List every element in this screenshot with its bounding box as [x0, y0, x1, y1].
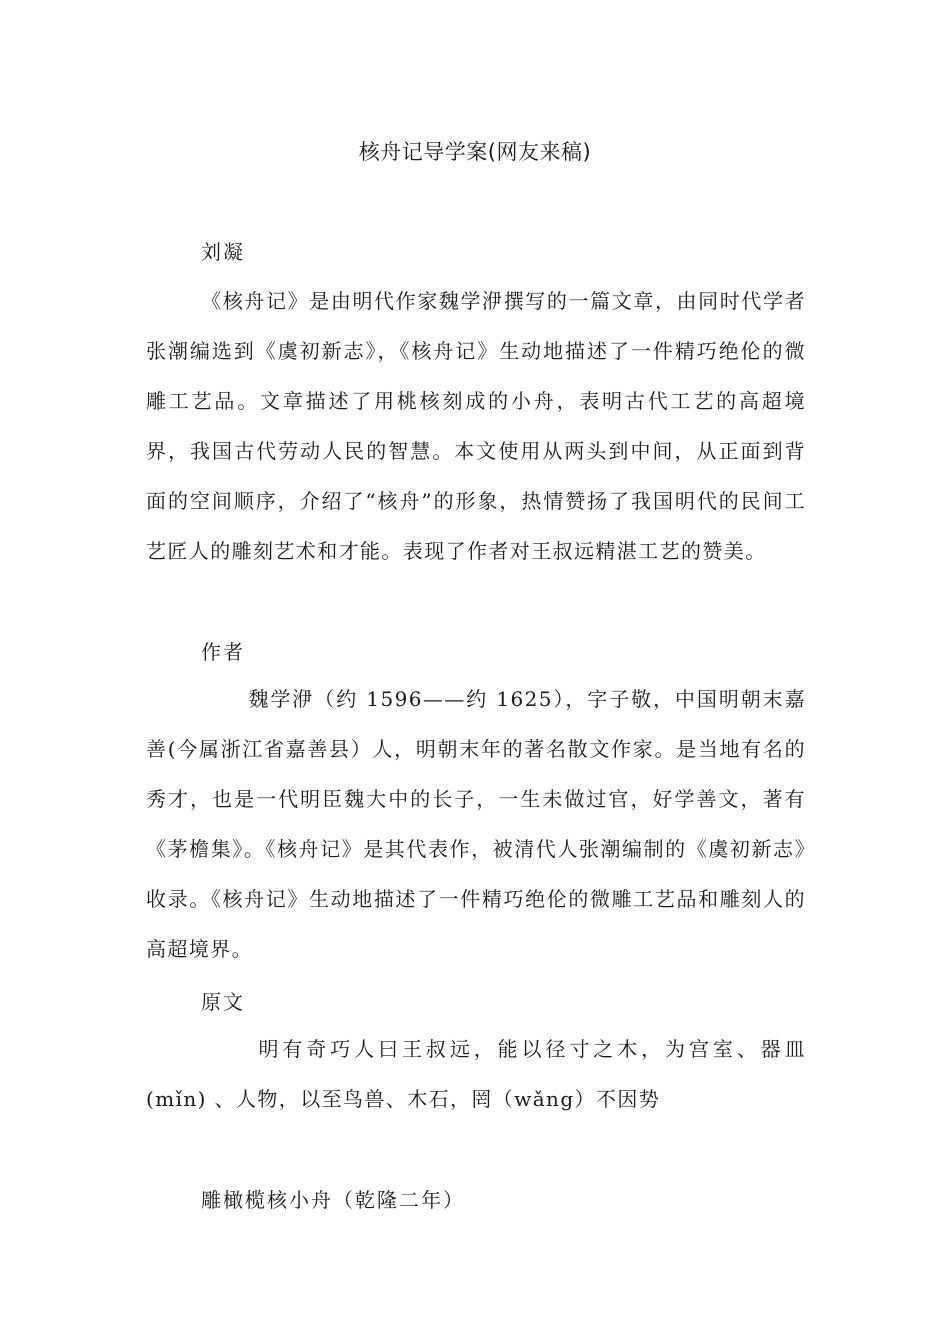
author-name: 刘凝	[201, 240, 245, 264]
document-title: 核舟记导学案(网友来稿)	[358, 140, 592, 164]
intro-paragraph-text: 《核舟记》是由明代作家魏学洢撰写的一篇文章，由同时代学者张潮编选到《虞初新志》，《核舟记》生动地描述了一件精巧绝伦的微雕工艺品。文章描述了用桃核刻成的小舟，表明古代工艺的高超境界，我国古代劳动人民的智慧。本文使用从两头到中间，从正面到背面的空间顺序，介绍了“核舟”的形象，热情赞扬了我国明代的民间工艺匠人的雕刻艺术和才能。表现了作者对王叔远精湛工艺的赞美。	[146, 289, 806, 563]
bottom-heading: 雕橄榄核小舟（乾隆二年）	[201, 1188, 465, 1212]
author-paragraph	[146, 674, 806, 974]
original-paragraph-text: 明有奇巧人曰王叔远，能以径寸之木，为宫室、器皿(mǐn) 、人物，以至鸟兽、木石，罔（wǎng）不因势	[146, 1037, 806, 1111]
original-paragraph	[146, 1024, 806, 1124]
original-heading: 原文	[201, 990, 245, 1014]
author-paragraph-text: 魏学洢（约 1596——约 1625），字子敬，中国明朝末嘉善(今属浙江省嘉善县）人，明朝末年的著名散文作家。是当地有名的秀才，也是一代明臣魏大中的长子，一生未做过官，好学善文，著有《茅檐集》。《核舟记》是其代表作，被清代人张潮编制的《虞初新志》收录。《核舟记》生动地描述了一件精巧绝伦的微雕工艺品和雕刻人的高超境界。	[146, 687, 806, 961]
intro-paragraph	[146, 276, 806, 576]
author-heading: 作者	[201, 640, 245, 664]
